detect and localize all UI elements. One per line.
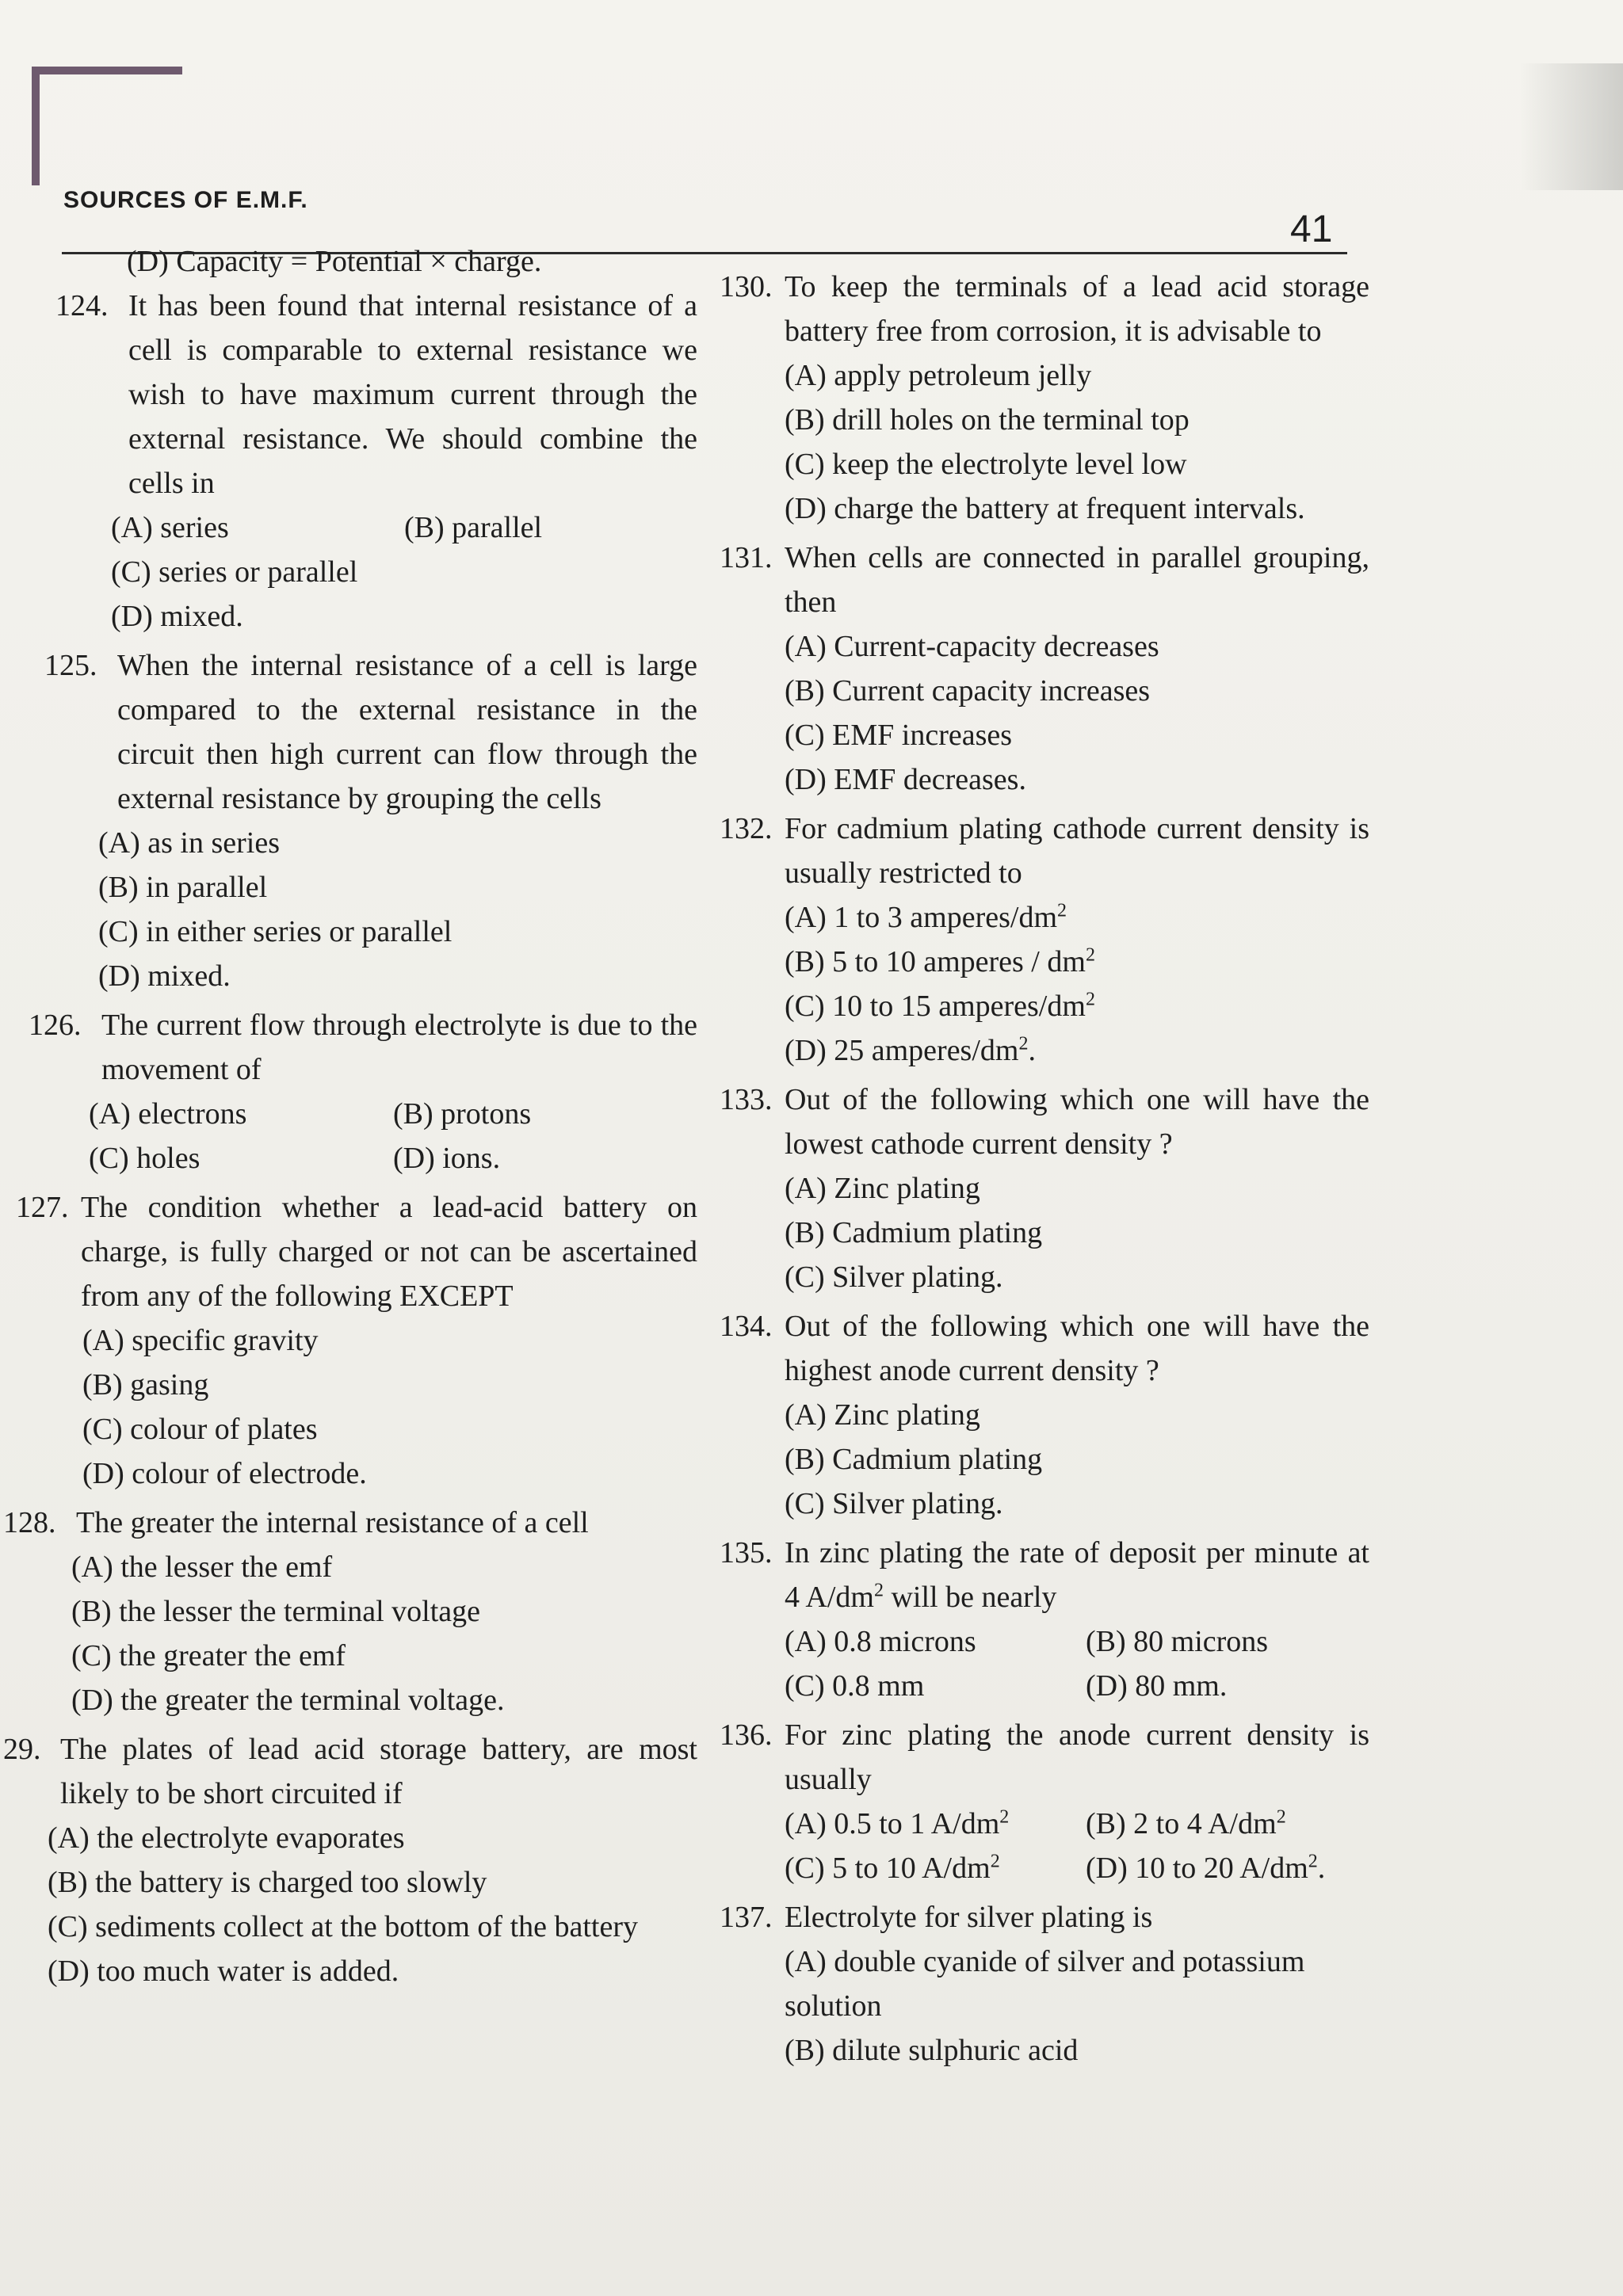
option-a: (A) series <box>111 511 229 544</box>
question-number: 127. <box>16 1191 69 1224</box>
question-134 <box>720 1304 1369 1526</box>
question-132 <box>720 807 1369 1073</box>
option-b: (B) 5 to 10 amperes / $dm^2$ <box>785 944 1095 978</box>
option-d: (D) colour of electrode. <box>82 1457 367 1490</box>
question-number: 128. <box>3 1506 56 1539</box>
option-d: (D) 25 amperes/$dm^2$. <box>785 1033 1036 1067</box>
question-127 <box>16 1185 697 1496</box>
question-number: 134. <box>720 1310 773 1343</box>
question-number: 137. <box>720 1901 773 1934</box>
option-c: (C) 10 to 15 amperes/$dm^2$ <box>785 989 1095 1023</box>
option-a: (A) apply petroleum jelly <box>785 359 1092 392</box>
option-a: (A) Zinc plating <box>785 1172 980 1205</box>
option-d: (D) mixed. <box>98 959 231 993</box>
option-c: (C) Silver plating. <box>785 1487 1003 1520</box>
option-a: (A) 1 to 3 amperes/$dm^2$ <box>785 900 1067 934</box>
option-c: (C) holes <box>89 1142 200 1175</box>
option-d: (D) mixed. <box>111 600 243 633</box>
option-c: (C) sediments collect at the bottom of the battery <box>48 1910 639 1943</box>
options <box>16 1816 697 1993</box>
option-d: (D) 10 to 20 $A/dm^2$. <box>1086 1851 1326 1885</box>
options <box>16 1318 697 1496</box>
option-b: (B) Current capacity increases <box>785 674 1151 707</box>
question-number: 125. <box>44 649 97 682</box>
option-b: (B) drill holes on the terminal top <box>785 403 1190 437</box>
option-d: (D) charge the battery at frequent intervals. <box>785 492 1305 525</box>
option-a: (A) the electrolyte evaporates <box>48 1821 405 1855</box>
option-a: (A) Current-capacity decreases <box>785 630 1159 663</box>
question-text: Electrolyte for silver plating is <box>785 1901 1153 1934</box>
option-c: (C) EMF increases <box>785 719 1013 752</box>
question-135 <box>720 1531 1369 1708</box>
options <box>16 821 697 998</box>
option-c: (C) in either series or parallel <box>98 915 453 948</box>
option-c: (C) 0.8 mm <box>785 1669 925 1703</box>
option-b: (B) in parallel <box>98 871 268 904</box>
page-number: 41 <box>1290 208 1333 250</box>
question-number: 126. <box>29 1009 82 1042</box>
option-c: (C) series or parallel <box>111 555 358 589</box>
option-a: (A) 0.5 to 1 $A/dm^2$ <box>785 1806 1010 1840</box>
question-number: 124. <box>55 289 109 322</box>
prev-question-option: (D) Capacity = Potential × charge. <box>127 245 542 278</box>
option-a: (A) 0.8 microns <box>785 1625 976 1658</box>
option-d: (D) ions. <box>393 1142 501 1175</box>
page-corner-mark-horizontal <box>32 67 182 74</box>
options <box>720 1393 1369 1526</box>
option-b: (B) dilute sulphuric acid <box>785 2034 1079 2067</box>
option-b: (B) the lesser the terminal voltage <box>71 1595 480 1628</box>
question-text: The greater the internal resistance of a cell <box>76 1506 589 1539</box>
option-c: (C) the greater the emf <box>71 1639 346 1672</box>
question-text: In zinc plating the rate of deposit per minute at 4 $A/dm^2$ will be nearly <box>785 1536 1369 1614</box>
question-text: When the internal resistance of a cell is large compared to the external resistance in the circuit then high current can flow through the external resistance by grouping the cells <box>117 649 697 815</box>
question-text: For cadmium plating cathode current density is usually restricted to <box>785 812 1369 890</box>
option-b: (B) protons <box>393 1097 532 1131</box>
question-text: When cells are connected in parallel grouping, then <box>785 541 1369 619</box>
options <box>16 1092 697 1180</box>
option-b: (B) gasing <box>82 1368 209 1402</box>
question-text: Out of the following which one will have the highest anode current density ? <box>785 1310 1369 1387</box>
question-130 <box>720 265 1369 531</box>
option-b: (B) parallel <box>404 511 543 544</box>
option-b: (B) Cadmium plating <box>785 1216 1043 1249</box>
question-128 <box>3 1501 697 1722</box>
question-133 <box>720 1077 1369 1299</box>
option-c: (C) Silver plating. <box>785 1261 1003 1294</box>
question-text: To keep the terminals of a lead acid storage battery free from corrosion, it is advisable to <box>785 270 1369 348</box>
option-b: (B) 2 to 4 $A/dm^2$ <box>1086 1806 1286 1840</box>
question-number: 135. <box>720 1536 773 1569</box>
option-d: (D) too much water is added. <box>48 1955 399 1988</box>
option-b: (B) Cadmium plating <box>785 1443 1043 1476</box>
question-number: 132. <box>720 812 773 845</box>
question-number: 131. <box>720 541 773 574</box>
options <box>16 505 697 550</box>
question-number: 29. <box>3 1733 41 1766</box>
options <box>720 1166 1369 1299</box>
option-a: (A) as in series <box>98 826 280 860</box>
question-text: The plates of lead acid storage battery, are most likely to be short circuited if <box>60 1733 697 1810</box>
question-text: Out of the following which one will have the lowest cathode current density ? <box>785 1083 1369 1161</box>
question-text: The current flow through electrolyte is due to the movement of <box>101 1009 697 1086</box>
options <box>720 895 1369 1073</box>
option-a: (A) Zinc plating <box>785 1398 980 1432</box>
option-d: (D) EMF decreases. <box>785 763 1026 796</box>
option-b: (B) 80 microns <box>1086 1625 1269 1658</box>
question-number: 133. <box>720 1083 773 1116</box>
options <box>720 1619 1369 1708</box>
section-title: SOURCES OF E.M.F. <box>63 187 308 213</box>
options <box>720 624 1369 802</box>
question-number: 130. <box>720 270 773 303</box>
option-a: (A) double cyanide of silver and potassium solution <box>785 1945 1305 2023</box>
page-corner-mark-vertical <box>32 67 40 185</box>
question-131 <box>720 536 1369 802</box>
question-text: It has been found that internal resistance of a cell is comparable to external resistance we wish to have maximum current through the external resistance. We should combine the cells in <box>128 289 697 500</box>
option-b: (B) the battery is charged too slowly <box>48 1866 487 1899</box>
question-124 <box>16 284 697 639</box>
option-d: (D) 80 mm. <box>1086 1669 1228 1703</box>
page-shadow <box>1520 63 1623 190</box>
options <box>720 1939 1369 2073</box>
question-text: The condition whether a lead-acid battery on charge, is fully charged or not can be ascertained from any of the following EXCEPT <box>81 1191 697 1313</box>
options <box>720 1802 1369 1890</box>
question-137 <box>720 1895 1369 2073</box>
option-d: (D) the greater the terminal voltage. <box>71 1684 505 1717</box>
question-129 <box>3 1727 697 1993</box>
option-a: (A) electrons <box>89 1097 247 1131</box>
question-text: For zinc plating the anode current density is usually <box>785 1718 1369 1796</box>
question-number: 136. <box>720 1718 773 1752</box>
option-c: (C) colour of plates <box>82 1413 318 1446</box>
option-a: (A) specific gravity <box>82 1324 319 1357</box>
options <box>720 353 1369 531</box>
option-c: (C) keep the electrolyte level low <box>785 448 1187 481</box>
option-a: (A) the lesser the emf <box>71 1550 333 1584</box>
options <box>16 1545 697 1722</box>
left-column <box>3 239 697 1998</box>
option-c: (C) 5 to 10 $A/dm^2$ <box>785 1851 1000 1885</box>
question-125 <box>16 643 697 998</box>
right-column <box>720 265 1369 2077</box>
options-cont <box>16 550 697 639</box>
question-126 <box>16 1003 697 1180</box>
question-136 <box>720 1713 1369 1890</box>
